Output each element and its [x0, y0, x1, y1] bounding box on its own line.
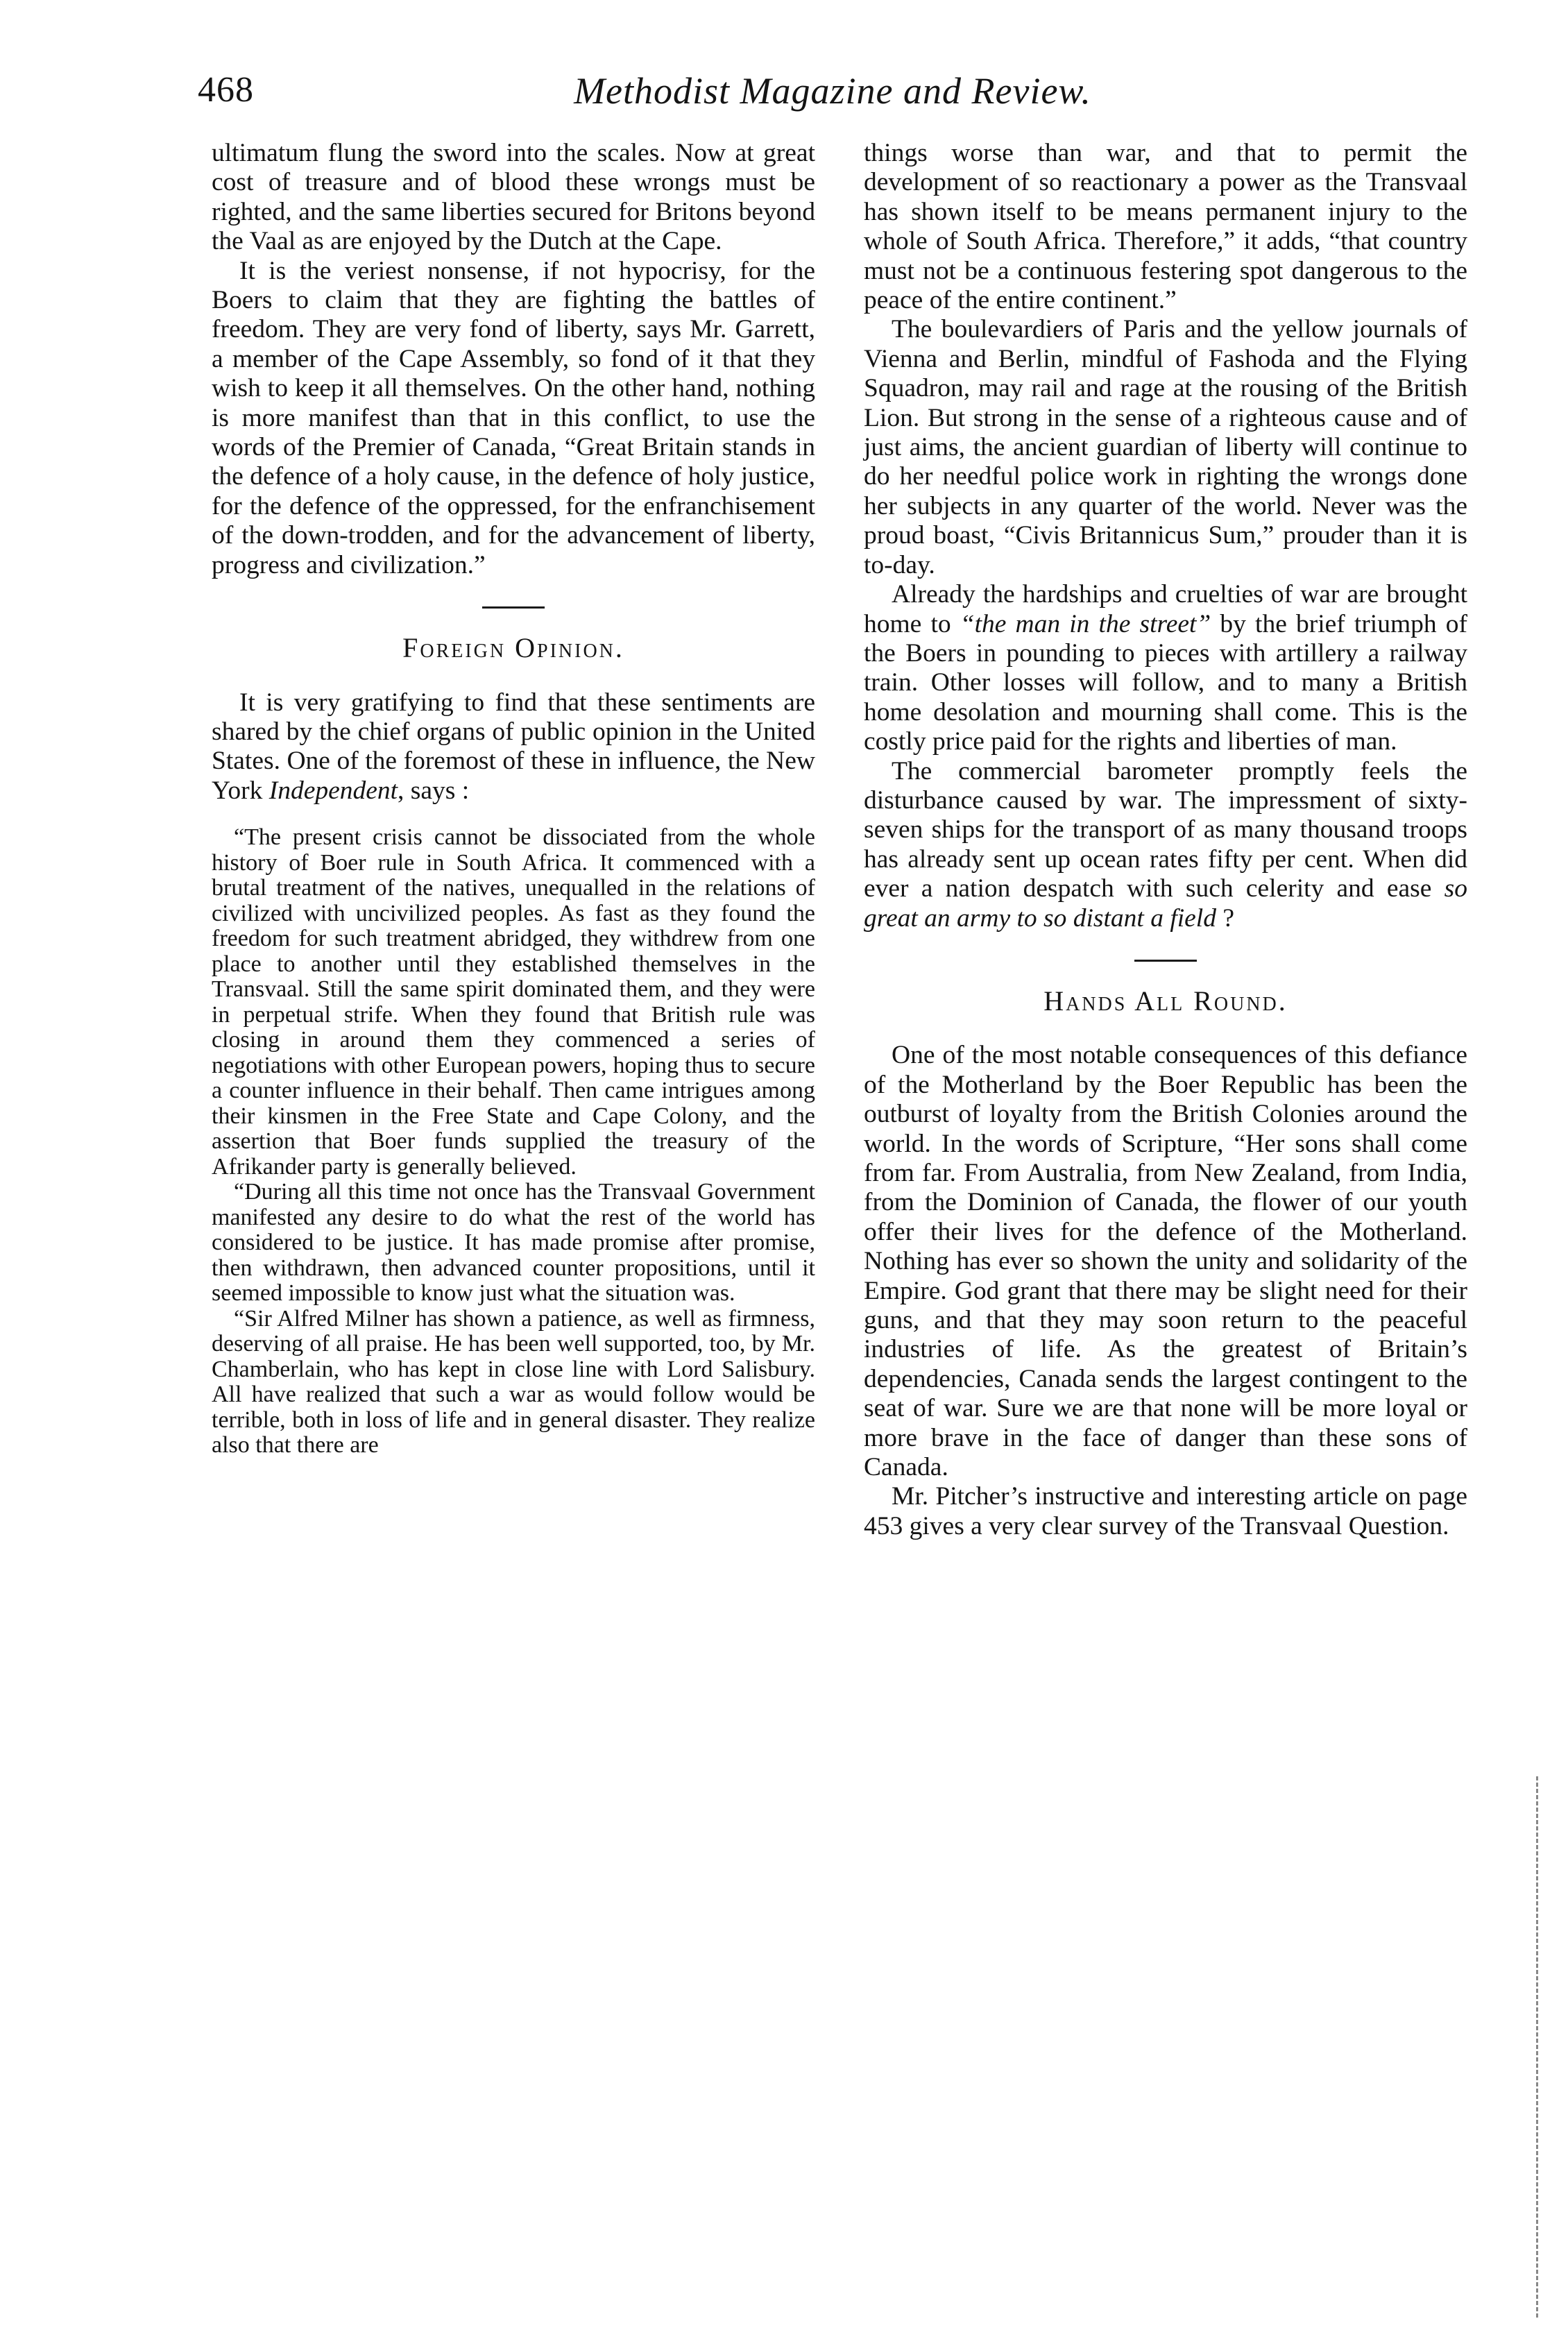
margin-marks — [1536, 1776, 1542, 2318]
quoted-paragraph: things worse than war, and that to permit the development of so reactionary a power as the Transvaal has shown itself to be means permanent injury to the whole of South Africa. Therefore,” it adds, “that country must not be a continuous festering spot dangerous to the peace of the entire continent.” — [864, 139, 1467, 315]
paragraph-text: ? — [1216, 903, 1235, 933]
section-heading: Hands All Round. — [1043, 985, 1288, 1017]
section-divider — [482, 606, 545, 609]
running-title: Methodist Magazine and Review. — [574, 70, 1091, 112]
paragraph: It is the veriest nonsense, if not hypocrisy, for the Boers to claim that they are fighting the battles of freedom. They are very fond of liberty, says Mr. Garrett, a member of the Cape Assembly, so fond of it that they wish to keep it all themselves. On the other hand, nothing is more manifest than that in this conflict, to use the words of the Premier of Canada, “Great Britain stands in the defence of a holy cause, in the defence of holy justice, for the defence of the oppressed, for the enfranchisement of the down-trodden, and for the advancement of liberty, progress and civilization.” — [212, 256, 815, 579]
left-column — [212, 139, 815, 1459]
paragraph-text: by the brief triumph of the Boers in pounding to pieces with artillery a railway train. Other losses will follow, and to many a British home desolation and mourning shall come. This is the costly price paid for the rights and liberties of man. — [864, 609, 1468, 756]
running-head — [198, 69, 1467, 125]
paragraph — [864, 580, 1467, 756]
paragraph: One of the most notable consequences of this defiance of the Motherland by the Boer Republic has been the outburst of loyalty from the British Colonies around the world. In the words of Scripture, “Her sons shall come from far. From Australia, from New Zealand, from India, from the Dominion of Canada, the flower of our youth offer their lives for the defence of the Motherland. Nothing has ever so shown the unity and solidarity of the Empire. God grant that there may be slight need for their guns, and that they may soon return to the peaceful industries of life. As the greatest of Britain’s dependencies, Canada sends the largest contingent to the seat of war. Sure we are that none will be more loyal or more brave in the face of danger than these sons of Canada. — [864, 1041, 1467, 1482]
publication-title: Independent — [269, 776, 398, 805]
paragraph: ultimatum flung the sword into the scales. Now at great cost of treasure and of blood these wrongs must be righted, and the same liberties secured for Britons beyond the Vaal as are enjoyed by the Dutch at the Cape. — [212, 139, 815, 256]
quoted-paragraph: “Sir Alfred Milner has shown a patience, as well as firmness, deserving of all praise. He has been well supported, too, by Mr. Chamberlain, who has kept in close line with Lord Salisbury. All have realized that such a war as would follow would be terrible, both in loss of life and in general disaster. They realize also that there are — [212, 1305, 815, 1459]
paragraph-text: Already the hardships and cruelties of war are brought home to — [864, 580, 1467, 638]
paragraph — [864, 757, 1467, 933]
paragraph-text: It is very gratifying to find that these sentiments are shared by the chief organs of public opinion in the United States. One of the foremost of these in influence, the New York — [212, 688, 815, 805]
italic-phrase: so great an army to so distant a field — [864, 874, 1467, 933]
paragraph-text: , says : — [398, 776, 470, 805]
page-number: 468 — [198, 70, 254, 110]
section-heading: Foreign Opinion. — [402, 632, 624, 664]
italic-phrase: “the man in the street” — [960, 609, 1211, 638]
quoted-paragraph: “The present crisis cannot be dissociated from the whole history of Boer rule in South Africa. It commenced with a brutal treatment of the natives, unequalled in the relations of civilized with uncivilized peoples. As fast as they found the freedom for such treatment abridged, they withdrew from one place to another until they established themselves in the Transvaal. Still the same spirit dominated them, and they were in perpetual strife. When they found that British rule was closing in around them they commenced a series of negotiations with other European powers, hoping thus to secure a counter influence in their behalf. Then came intrigues among their kinsmen in the Free State and Cape Colony, and the assertion that Boer funds supplied the treasury of the Afrikander party is generally believed. — [212, 824, 815, 1180]
paragraph: Mr. Pitcher’s instructive and interesting article on page 453 gives a very clear survey of the Transvaal Question. — [864, 1482, 1467, 1540]
section-divider — [1134, 960, 1197, 962]
paragraph-text: The commercial barometer promptly feels the disturbance caused by war. The impressment of sixty-seven ships for the transport of as many thousand troops has already sent up ocean rates fifty per cent. When did ever a nation despatch with such celerity and ease — [864, 756, 1467, 903]
paragraph — [212, 688, 815, 806]
right-column — [864, 139, 1467, 1541]
paragraph: The boulevardiers of Paris and the yellow journals of Vienna and Berlin, mindful of Fashoda and the Flying Squadron, may rail and rage at the rousing of the British Lion. But strong in the sense of a righteous cause and of just aims, the ancient guardian of liberty will continue to do her needful police work in righting the wrongs done her subjects in any quarter of the world. Never was the proud boast, “Civis Britannicus Sum,” prouder than it is to-day. — [864, 315, 1467, 579]
quoted-paragraph: “During all this time not once has the Transvaal Government manifested any desire to do what the rest of the world has considered to be justice. It has made promise after promise, then withdrawn, then advanced counter propositions, until it seemed impossible to know just what the situation was. — [212, 1179, 815, 1307]
